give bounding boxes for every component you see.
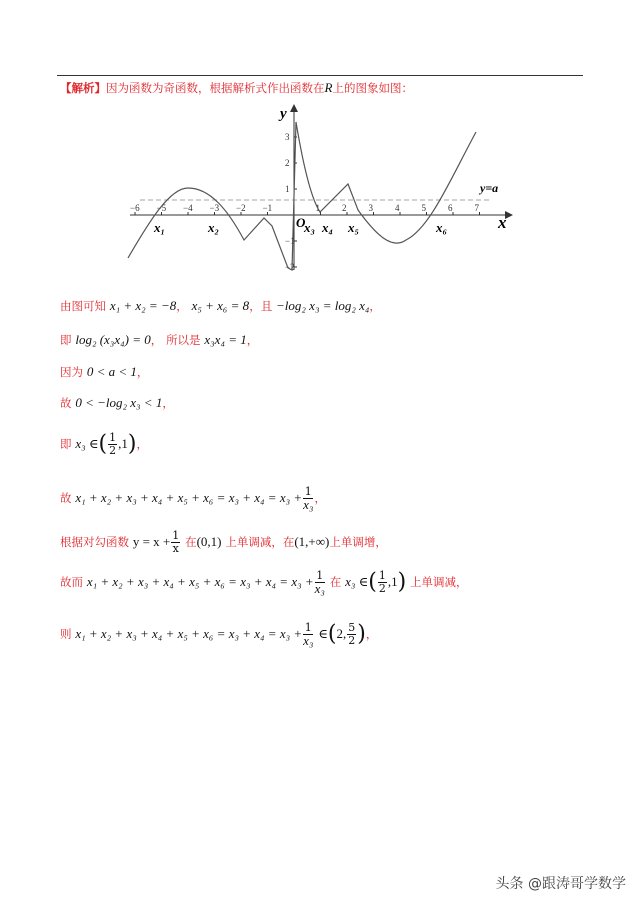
y-tick-label: −1: [285, 236, 295, 246]
line1-lead: 由图可知: [60, 299, 106, 313]
root-label-x2: x₂: [208, 220, 220, 235]
frac-one-over-x3-c: $\frac{1}{\text{x₃}}$: [303, 621, 314, 648]
solution-line-8: 故而 x₁ + x₂ + x₃ + x₄ + x₅ + x₆ = x₃ + x₄ = x₃ + $\frac{1}{\text{x₃}}$ 在 x₃ ∈( $\frac{1}{2}$ ,1) 上单调减，: [60, 569, 468, 596]
line8-mid: 在: [329, 575, 342, 589]
line9-lead: 则: [60, 627, 72, 641]
line5-math-1: x₃ ∈: [75, 436, 99, 451]
solution-line-6: 故 x₁ + x₂ + x₃ + x₄ + x₅ + x₆ = x₃ + x₄ = x₃ + $\frac{1}{\text{x₃}}$ ，: [60, 485, 326, 512]
line7-mid1: 在: [185, 535, 197, 549]
x-tick-label: 5: [421, 203, 426, 213]
x-tick-label: −2: [236, 203, 246, 213]
x-tick-label: 7: [474, 203, 479, 213]
root-label-x1: x₁: [154, 220, 166, 235]
x-tick-label: 3: [368, 203, 373, 213]
line9-math-2: ∈: [318, 626, 328, 641]
line9-math-1: x₁ + x₂ + x₃ + x₄ + x₅ + x₆ = x₃ + x₄ = x₃ +: [75, 626, 303, 641]
x-axis-label: x: [498, 213, 507, 232]
line2-math-2: x₃x₄ = 1: [204, 332, 247, 347]
line5-lead: 即: [60, 437, 72, 451]
line7-math-1: y = x +: [132, 534, 171, 549]
function-graph: [120, 100, 520, 290]
frac-five-halves: $\frac{5}{2}$: [348, 621, 356, 647]
line8-math-2: x₃ ∈: [345, 574, 369, 589]
y-tick-label: 3: [285, 132, 290, 142]
x-tick-label: 6: [448, 203, 453, 213]
var-R: R: [324, 80, 333, 95]
origin-label: O: [296, 215, 306, 230]
solution-line-2: 即 log₂ (x₃x₄) = 0， 所以是 x₃x₄ = 1，: [60, 332, 259, 347]
watermark: 头条 @跟涛哥学数学: [495, 876, 626, 892]
x-tick-label: 1: [315, 203, 320, 213]
top-rule: [57, 75, 583, 76]
solution-line-7: [60, 530, 387, 555]
x-tick-label: 2: [342, 203, 347, 213]
line4-math-1: 0 < −log₂ x₃ < 1: [75, 395, 163, 410]
line3-math-1: 0 < a < 1: [86, 364, 137, 379]
solution-line-3: 因为 0 < a < 1，: [60, 364, 149, 379]
line1-math-1: x₁ + x₂ = −8: [109, 298, 177, 313]
line5-comma-one: ,1: [118, 436, 128, 451]
root-label-x4: x₄: [322, 220, 334, 235]
x-tick-label: −1: [262, 203, 273, 213]
frac-one-over-x: $\frac{1}{x}$: [172, 529, 180, 555]
line7-math-3: (1,+∞): [294, 534, 330, 549]
function-curve: [128, 122, 476, 270]
line8-tail: 上单调减，: [410, 575, 468, 589]
line7-math-2: (0,1): [196, 534, 222, 549]
line9-two-comma: 2,: [336, 626, 347, 641]
line8-comma-one: ,1: [387, 574, 398, 589]
line8-math-1: x₁ + x₂ + x₃ + x₄ + x₅ + x₆ = x₃ + x₄ = x₃ +: [86, 574, 314, 589]
line8-lead: 故而: [60, 575, 83, 589]
analysis-text-tail: 上的图象如图：: [332, 81, 413, 95]
line-label-y-a: y=a: [480, 181, 499, 195]
line7-lead: 根据对勾函数: [60, 535, 129, 549]
root-label-x6: x₆: [436, 220, 448, 235]
line1-mid: 且: [260, 299, 273, 313]
analysis-heading: [60, 80, 413, 96]
y-tick-label: −2: [285, 262, 295, 272]
analysis-text: 因为函数为奇函数，根据解析式作出函数在: [106, 81, 325, 95]
line3-lead: 因为: [60, 365, 83, 379]
line6-lead: 故: [60, 491, 72, 505]
line2-lead: 即: [60, 333, 72, 347]
solution-line-9: 则 x₁ + x₂ + x₃ + x₄ + x₅ + x₆ = x₃ + x₄ = x₃ + $\frac{1}{\text{x₃}}$ ∈(2, $\frac{5}{2}$ )，: [60, 621, 378, 648]
line1-math-2: x₅ + x₆ = 8: [191, 298, 250, 313]
x-tick-label: −4: [183, 203, 193, 213]
line6-math-1: x₁ + x₂ + x₃ + x₄ + x₅ + x₆ = x₃ + x₄ = x₃ +: [75, 490, 303, 505]
line7-tail: 上单调增，: [329, 535, 387, 549]
y-axis-arrow: [290, 104, 298, 112]
line4-lead: 故: [60, 396, 72, 410]
analysis-tag: 【解析】: [60, 81, 106, 95]
y-tick-label: 2: [285, 158, 290, 168]
solution-line-4: 故 0 < −log₂ x₃ < 1，: [60, 395, 174, 410]
frac-one-over-x3: $\frac{1}{\text{x₃}}$: [303, 485, 314, 512]
solution-line-5: 即 x₃ ∈( $\frac{1}{2}$ ,1)，: [60, 431, 148, 457]
line7-mid2: 上单调减，在: [225, 535, 295, 549]
line1-math-3: −log₂ x₃ = log₂ x₄: [276, 298, 370, 313]
solution-line-1: 由图可知 x₁ + x₂ = −8， x₅ + x₆ = 8，且 −log₂ x₃ = log₂ x₄，: [60, 298, 381, 313]
line2-math-1: log₂ (x₃x₄) = 0: [75, 332, 151, 347]
root-label-x5: x₅: [348, 220, 360, 235]
x-tick-label: 4: [395, 203, 400, 213]
line2-mid: 所以是: [166, 333, 201, 347]
frac-one-half-b: $\frac{1}{2}$: [378, 569, 386, 595]
y-axis-label: y: [280, 106, 287, 122]
x-tick-label: −6: [130, 203, 140, 213]
x-tick-label: −5: [156, 203, 167, 213]
frac-one-over-x3-b: $\frac{1}{\text{x₃}}$: [314, 569, 325, 596]
x-tick-label: −3: [209, 203, 220, 213]
root-label-x3: x₃: [304, 220, 316, 235]
frac-one-half: $\frac{1}{2}$: [109, 431, 117, 457]
y-tick-label: 1: [285, 184, 290, 194]
